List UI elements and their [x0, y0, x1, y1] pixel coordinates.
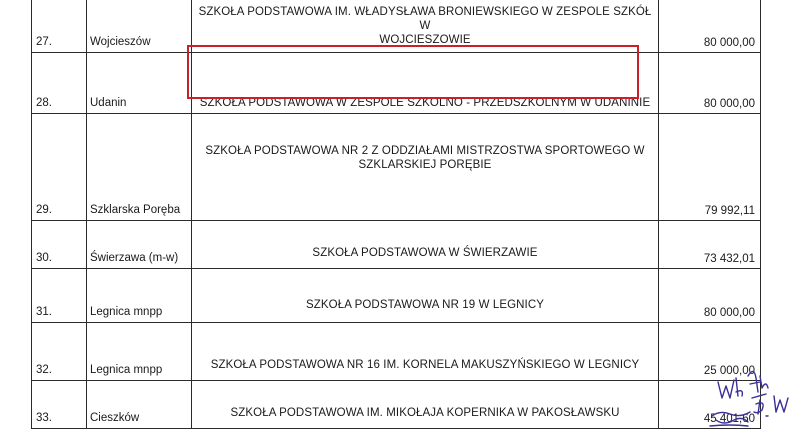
school-name	[192, 114, 659, 221]
table-row	[32, 323, 761, 381]
row-number: 32.	[32, 323, 87, 381]
row-number: 27.	[32, 0, 87, 53]
school-name	[192, 269, 659, 323]
municipality: Wojcieszów	[87, 0, 192, 53]
municipality: Legnica mnpp	[87, 323, 192, 381]
school-name	[192, 381, 659, 429]
amount: 80 000,00	[659, 53, 761, 114]
amount: 73 432,01	[659, 221, 761, 269]
table-row	[32, 53, 761, 114]
table-row	[32, 269, 761, 323]
amount: 79 992,11	[659, 114, 761, 221]
table-row	[32, 0, 761, 53]
school-name	[192, 221, 659, 269]
school-name-line-1: SZKOŁA PODSTAWOWA NR 2 Z ODDZIAŁAMI MISTRZOSTWA SPORTOWEGO W	[205, 145, 645, 157]
amount: 45 401,60	[659, 381, 761, 429]
funding-table	[31, 0, 761, 429]
municipality: Cieszków	[87, 381, 192, 429]
school-name	[192, 0, 659, 53]
row-number: 30.	[32, 221, 87, 269]
school-name-line-1: SZKOŁA PODSTAWOWA W ŚWIERZAWIE	[312, 247, 538, 259]
amount: 80 000,00	[659, 269, 761, 323]
school-name-line-1: SZKOŁA PODSTAWOWA IM. WŁADYSŁAWA BRONIEWSKIEGO W ZESPOLE SZKÓŁ W	[198, 6, 652, 32]
handwritten-signature	[700, 362, 792, 436]
school-name-line-1: SZKOŁA PODSTAWOWA NR 19 W LEGNICY	[305, 299, 545, 311]
amount: 80 000,00	[659, 0, 761, 53]
row-number: 33.	[32, 381, 87, 429]
school-name	[192, 323, 659, 381]
school-name-line-1: SZKOŁA PODSTAWOWA W ZESPOLE SZKOLNO - PRZEDSZKOLNYM W UDANINIE	[199, 97, 651, 109]
municipality: Legnica mnpp	[87, 269, 192, 323]
table-row	[32, 381, 761, 429]
row-number: 31.	[32, 269, 87, 323]
table-row	[32, 114, 761, 221]
school-name-line-1: SZKOŁA PODSTAWOWA IM. MIKOŁAJA KOPERNIKA W PAKOSŁAWSKU	[230, 407, 620, 419]
municipality: Szklarska Poręba	[87, 114, 192, 221]
table-row	[32, 221, 761, 269]
row-number: 28.	[32, 53, 87, 114]
school-name	[192, 53, 659, 114]
amount: 25 000,00	[659, 323, 761, 381]
municipality: Świerzawa (m-w)	[87, 221, 192, 269]
row-number: 29.	[32, 114, 87, 221]
school-name-line-2: SZKLARSKIEJ PORĘBIE	[358, 159, 492, 171]
school-name-line-2: WOJCIESZOWIE	[379, 34, 471, 46]
school-name-line-1: SZKOŁA PODSTAWOWA NR 16 IM. KORNELA MAKUSZYŃSKIEGO W LEGNICY	[210, 359, 640, 371]
municipality: Udanin	[87, 53, 192, 114]
